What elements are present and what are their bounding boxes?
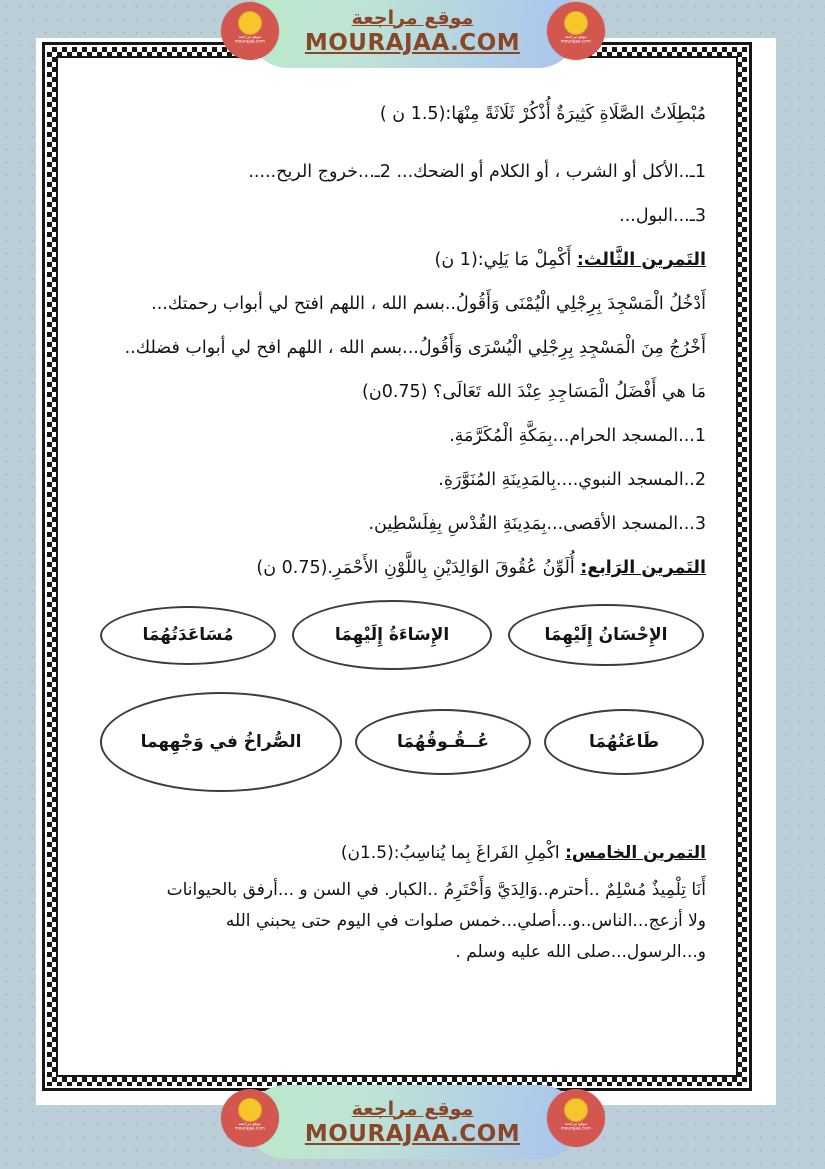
q2-answer-line1: 1ـ..الأكل أو الشرب ، أو الكلام أو الضحك... 2ـ...خروج الريح..... <box>248 162 706 182</box>
ex4-options-row-1 <box>100 600 704 670</box>
top-site-domain-link[interactable]: MOURAJAA.COM <box>304 29 521 56</box>
bottom-site-domain-link[interactable]: MOURAJAA.COM <box>304 1120 521 1147</box>
badge-caption: موقع مراجعة mourajaa.com <box>234 34 265 44</box>
exercise3-instruction: أَكْمِلْ مَا يَلِي:(1 ن) <box>434 250 577 270</box>
ex4-option-uquq[interactable]: عُــقُـوقُهُمَا <box>355 709 531 775</box>
ex4-option-musaada[interactable]: مُسَاعَدَتُهُمَا <box>100 606 276 665</box>
mourajaa-logo-icon <box>238 11 262 35</box>
exercise4-title: التَمرين الرَابع: <box>580 558 706 578</box>
mourajaa-logo-icon <box>564 11 588 35</box>
mourajaa-logo-icon <box>238 1098 262 1122</box>
exercise3-heading <box>98 238 706 282</box>
mourajaa-logo-icon <box>564 1098 588 1122</box>
bottom-site-name-arabic[interactable]: موقع مراجعة <box>351 1097 474 1120</box>
ex5-paragraph <box>98 875 706 968</box>
top-banner <box>233 0 593 80</box>
top-banner-pill <box>248 0 578 68</box>
q2-intro: مُبْطِلَاتُ الصَّلَاةِ كَثِيرَةٌ أُذْكُرْ ثَلَاثَةً مِنْهَا:(1.5 ن ) <box>379 104 706 124</box>
mourajaa-logo-badge <box>221 1089 279 1147</box>
badge-caption: موقع مراجعة mourajaa.com <box>560 1121 591 1131</box>
worksheet-page <box>36 38 776 1105</box>
badge-caption: موقع مراجعة mourajaa.com <box>560 34 591 44</box>
mourajaa-logo-badge <box>221 2 279 60</box>
mourajaa-logo-badge <box>547 1089 605 1147</box>
ex4-option-taah[interactable]: طَاعَتُهُمَا <box>544 709 704 775</box>
ex3-exit-mosque-line: أَخْرُجُ مِنَ الْمَسْجِدِ بِرِجْلِي الْيُسْرَى وَأَقُولُ...بسم الله ، اللهم افح لي أبواب فضلك.. <box>124 338 706 358</box>
ornamental-frame <box>42 42 752 1091</box>
ex4-options-row-2 <box>100 692 704 792</box>
badge-caption: موقع مراجعة mourajaa.com <box>234 1121 265 1131</box>
bottom-banner <box>233 1083 593 1163</box>
ex3-answer-3: 3...المسجد الأقصى...بِمَدِينَةِ القُدْسِ بِفِلَسْطِين. <box>368 514 706 534</box>
exercise4-instruction: أُلَوِّنُ عُقُوقَ الوَالِدَيْنِ بِاللَّوْنِ الأَحْمَرِ.(0.75 ن) <box>256 558 581 578</box>
ex4-option-ihsan[interactable]: الإِحْسَانُ إِلَيْهِمَا <box>508 604 704 666</box>
bottom-banner-pill <box>248 1085 578 1159</box>
ex5-paragraph-line3: و...الرسول...صلى الله عليه وسلم . <box>455 942 706 962</box>
ex3-answer-1: 1...المسجد الحرام...بِمَكَّةِ الْمُكَرَّمَةِ. <box>449 426 706 446</box>
ex3-enter-mosque-line: أَدْخُلُ الْمَسْجِدَ بِرِجْلِي الْيُمْنَى وَأَقُولُ..بسم الله ، اللهم افتح لي أبواب رحمتك... <box>151 294 706 314</box>
exam-body <box>58 58 736 968</box>
ex4-option-isaah[interactable]: الإِسَاءَةُ إِلَيْهِمَا <box>292 600 492 670</box>
frame-diamond-band <box>47 47 747 1086</box>
ex3-answer-2: 2..المسجد النبوي....بِالمَدِينَةِ المُنَوَّرَةِ. <box>438 470 706 490</box>
ex5-paragraph-line1: أَنَا تِلْمِيذٌ مُسْلِمٌ ..أحترم..وَالِدَيَّ وَأَحْتَرِمُ ..الكبار. في السن و ...أرفق بالحيوانات <box>166 880 706 900</box>
ex3-question: مَا هي أَفْضَلُ الْمَسَاجِدِ عِنْدَ الله تَعَالَى؟ (0.75ن) <box>362 382 706 402</box>
q2-answer-line2: 3ـ...البول... <box>619 206 706 226</box>
page-content <box>56 56 738 1077</box>
exercise4-heading <box>98 546 706 590</box>
ex5-paragraph-line2: ولا أزعج...الناس..و...أصلي...خمس صلوات في اليوم حتى يحبني الله <box>225 911 706 931</box>
top-site-name-arabic[interactable]: موقع مراجعة <box>351 6 474 29</box>
exercise5-title: التمرين الخامس: <box>565 843 706 863</box>
mourajaa-logo-badge <box>547 2 605 60</box>
exercise5-heading <box>98 838 706 869</box>
exercise3-title: التَمرين الثَّالث: <box>576 250 706 270</box>
exercise5-instruction: اكْمِلِ الفَراغَ بِما يُناسِبُ:(1.5ن) <box>340 843 566 863</box>
ex4-option-surakh[interactable]: الصُّراخُ في وَجْهِهما <box>100 692 342 792</box>
